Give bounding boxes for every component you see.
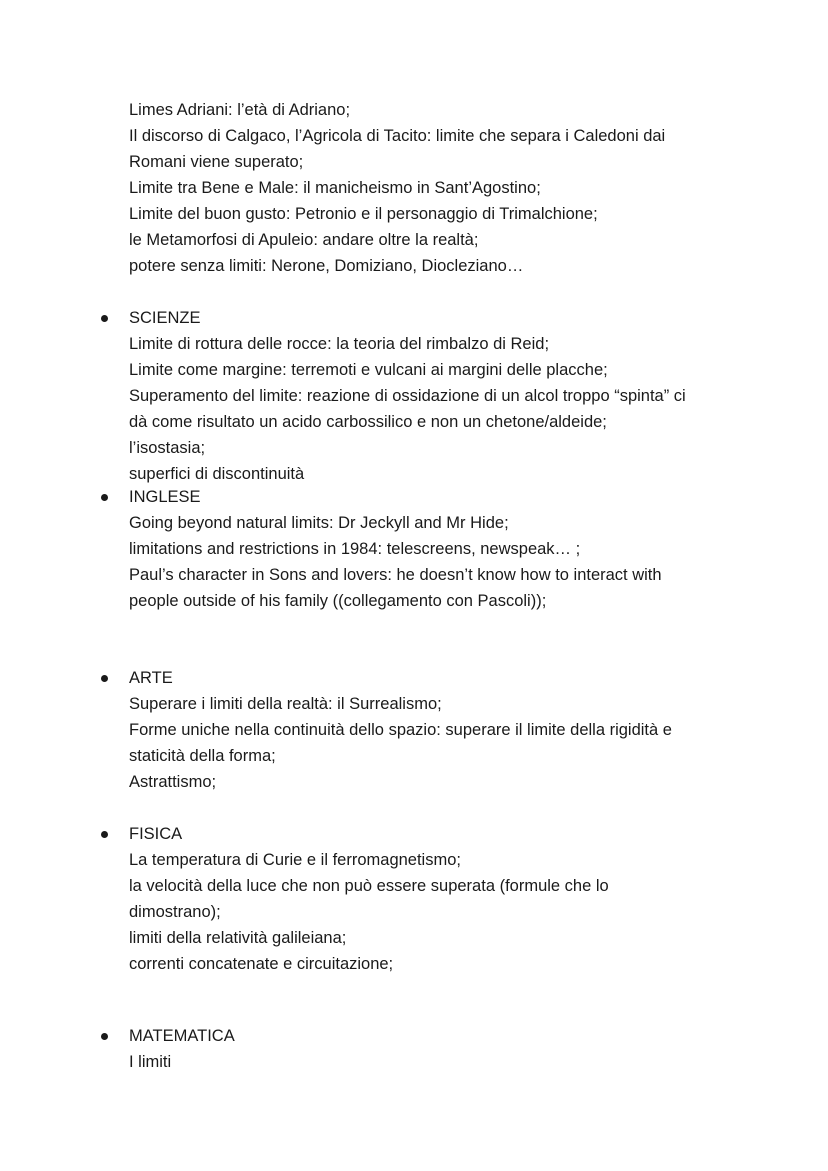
section-line: l’isostasia; xyxy=(129,439,206,457)
section-line: Forme uniche nella continuità dello spazio: superare il limite della rigidità e xyxy=(129,721,672,739)
section-line: superfici di discontinuità xyxy=(129,465,305,483)
section-line: staticità della forma; xyxy=(129,747,276,765)
section-line: Superamento del limite: reazione di ossidazione di un alcol troppo “spinta” ci xyxy=(129,387,686,405)
bullet-icon xyxy=(101,494,108,501)
section-line: Paul’s character in Sons and lovers: he doesn’t know how to interact with xyxy=(129,566,662,584)
intro-line: Limite del buon gusto: Petronio e il personaggio di Trimalchione; xyxy=(129,205,598,223)
section-line: Limite come margine: terremoti e vulcani ai margini delle placche; xyxy=(129,361,608,379)
section-line: correnti concatenate e circuitazione; xyxy=(129,955,394,973)
section-line: Astrattismo; xyxy=(129,773,217,791)
section-heading-inglese: INGLESE xyxy=(129,488,201,506)
section-line: people outside of his family ((collegamento con Pascoli)); xyxy=(129,592,547,610)
section-line: dà come risultato un acido carbossilico e non un chetone/aldeide; xyxy=(129,413,607,431)
section-line: La temperatura di Curie e il ferromagnetismo; xyxy=(129,851,461,869)
section-line: limiti della relatività galileiana; xyxy=(129,929,347,947)
intro-line: Romani viene superato; xyxy=(129,153,304,171)
intro-line: le Metamorfosi di Apuleio: andare oltre la realtà; xyxy=(129,231,479,249)
bullet-icon xyxy=(101,675,108,682)
section-line: Going beyond natural limits: Dr Jeckyll and Mr Hide; xyxy=(129,514,509,532)
bullet-icon xyxy=(101,315,108,322)
intro-line: Limes Adriani: l’età di Adriano; xyxy=(129,101,351,119)
section-line: Superare i limiti della realtà: il Surrealismo; xyxy=(129,695,442,713)
section-line: la velocità della luce che non può essere superata (formule che lo xyxy=(129,877,609,895)
section-line: dimostrano); xyxy=(129,903,221,921)
section-line: Limite di rottura delle rocce: la teoria del rimbalzo di Reid; xyxy=(129,335,550,353)
intro-line: Limite tra Bene e Male: il manicheismo in Sant’Agostino; xyxy=(129,179,541,197)
bullet-icon xyxy=(101,831,108,838)
section-line: I limiti xyxy=(129,1053,172,1071)
section-heading-fisica: FISICA xyxy=(129,825,183,843)
bullet-icon xyxy=(101,1033,108,1040)
section-heading-matematica: MATEMATICA xyxy=(129,1027,235,1045)
section-heading-arte: ARTE xyxy=(129,669,173,687)
section-heading-scienze: SCIENZE xyxy=(129,309,201,327)
intro-line: Il discorso di Calgaco, l’Agricola di Tacito: limite che separa i Caledoni dai xyxy=(129,127,666,145)
intro-line: potere senza limiti: Nerone, Domiziano, Diocleziano… xyxy=(129,257,524,275)
section-line: limitations and restrictions in 1984: telescreens, newspeak… ; xyxy=(129,540,581,558)
